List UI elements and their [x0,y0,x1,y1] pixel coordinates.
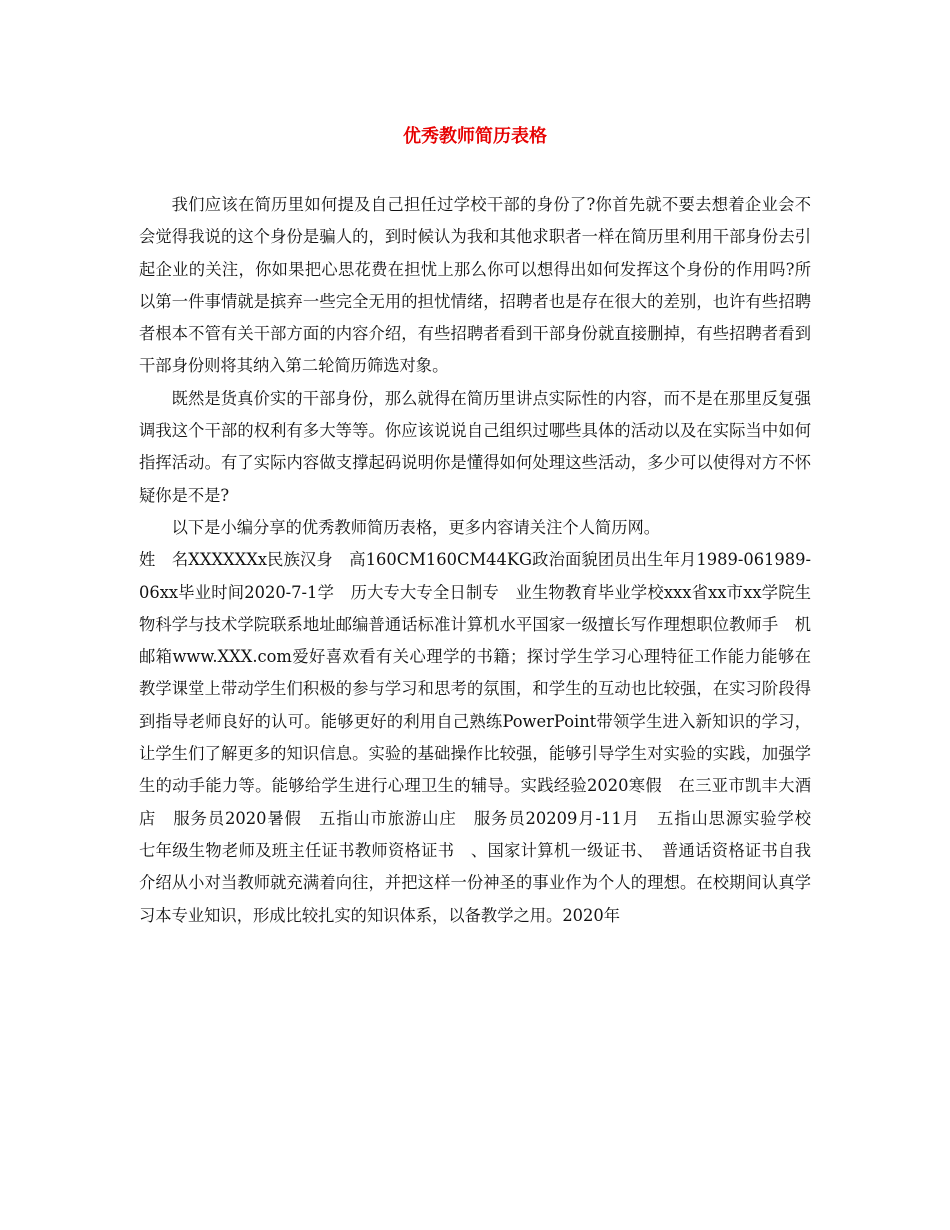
paragraph-intro: 我们应该在简历里如何提及自己担任过学校干部的身份了?你首先就不要去想着企业会不会觉得我说的这个身份是骗人的，到时候认为我和其他求职者一样在简历里利用干部身份去引起企业的关注，你如果把心思花费在担忧上那么你可以想得出如何发挥这个身份的作用吗?所以第一件事情就是摈弃一些完全无用的担忧情绪，招聘者也是存在很大的差别，也许有些招聘者根本不管有关干部方面的内容介绍，有些招聘者看到干部身份就直接删掉，有些招聘者看到干部身份则将其纳入第二轮简历筛选对象。 [139,195,811,376]
document-body [139,189,828,932]
paragraph-resume-table: 姓 名XXXXXXx民族汉身 高160CM160CM44KG政治面貌团员出生年月1989-061989-06xx毕业时间2020-7-1学 历大专大专全日制专 业生物教育毕业学校xxx省xx市xx学院生物科学与技术学院联系地址邮编普通话标准计算机水平国家一级擅长写作理想职位教师手 机邮箱www.XXX.com爱好喜欢看有关心理学的书籍；探讨学生学习心理特征工作能力能够在教学课堂上带动学生们积极的参与学习和思考的氛围，和学生的互动也比较强，在实习阶段得到指导老师良好的认可。能够更好的利用自己熟练PowerPoint带领学生进入新知识的学习，让学生们了解更多的知识信息。实验的基础操作比较强，能够引导学生对实验的实践，加强学生的动手能力等。能够给学生进行心理卫生的辅导。实践经验2020寒假 在三亚市凯丰大酒店 服务员2020暑假 五指山市旅游山庄 服务员20209月-11月 五指山思源实验学校 七年级生物老师及班主任证书教师资格证书 、国家计算机一级证书、 普通话资格证书自我介绍从小对当教师就充满着向往，并把这样一份神圣的事业作为个人的理想。在校期间认真学习本专业知识，形成比较扎实的知识体系，以备教学之用。2020年 [139,550,828,925]
document-title: 优秀教师简历表格 [403,126,547,147]
paragraph-content: 既然是货真价实的干部身份，那么就得在简历里讲点实际性的内容，而不是在那里反复强调我这个干部的权利有多大等等。你应该说说自己组织过哪些具体的活动以及在实际当中如何指挥活动。有了实际内容做支撑起码说明你是懂得如何处理这些活动，多少可以使得对方不怀疑你是不是? [139,388,811,505]
paragraph-share: 以下是小编分享的优秀教师简历表格，更多内容请关注个人简历网。 [171,517,661,537]
